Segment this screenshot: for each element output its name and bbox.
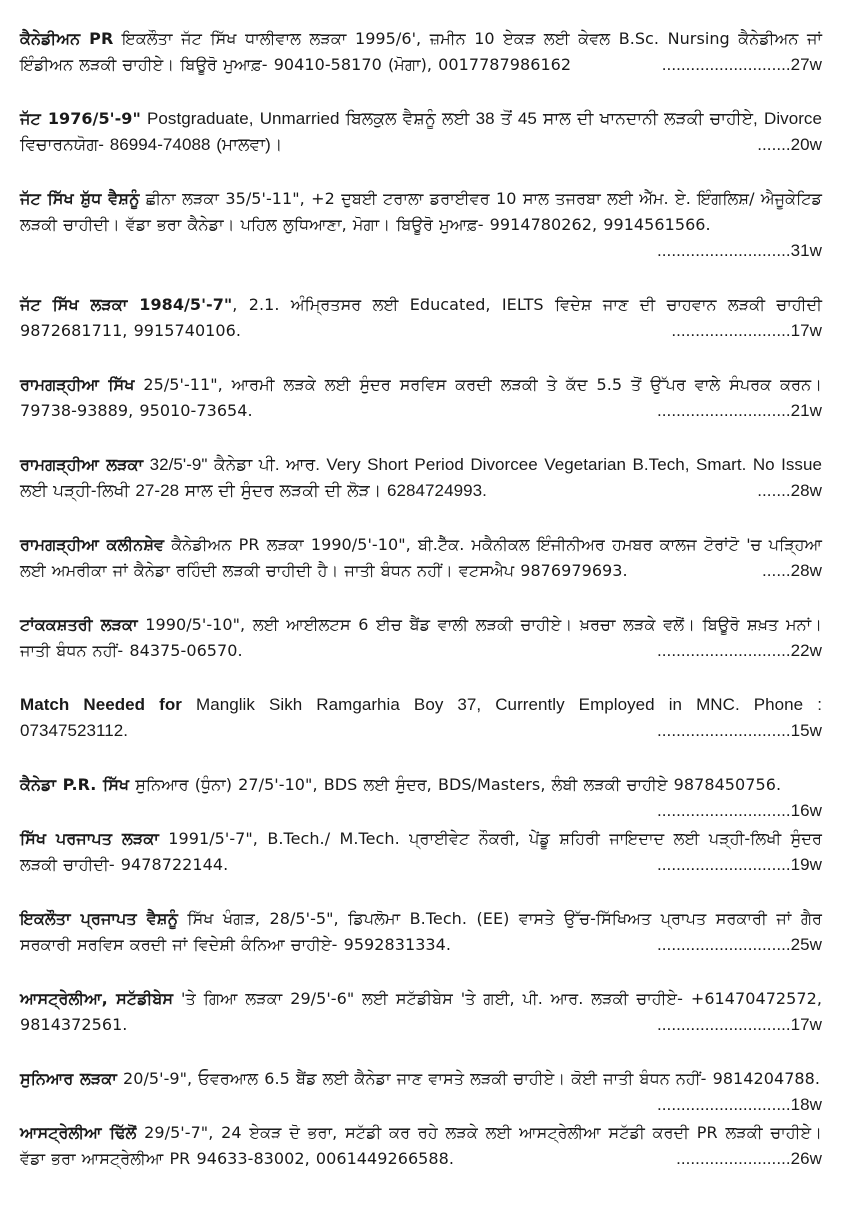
ad-text: 25/5'-11", ਆਰਮੀ ਲੜਕੇ ਲਈ ਸੁੰਦਰ ਸਰਵਿਸ ਕਰਦੀ ਲੜਕੀ ਤੇ ਕੱਦ 5.5 ਤੋਂ ਉੱਪਰ ਵਾਲੇ ਸੰਪਰਕ ਕਰਨ। 79738-93889, 95010-73654.: [20, 375, 822, 420]
ad-word-count: ........................26w: [676, 1149, 822, 1168]
ad-word-count: ......28w: [762, 561, 822, 580]
ad-text: ਸਿੱਖ ਖੰਗੜ, 28/5'-5", ਡਿਪਲੋਮਾ B.Tech. (EE) ਵਾਸਤੇ ਉੱਚ-ਸਿੱਖਿਅਤ ਪ੍ਰਾਪਤ ਸਰਕਾਰੀ ਜਾਂ ਗੈਰ ਸਰਕਾਰੀ ਸਰਵਿਸ ਕਰਦੀ ਜਾਂ ਵਿਦੇਸ਼ੀ ਕੰਨਿਆ ਚਾਹੀਏ- 9592831334.: [20, 909, 822, 954]
ad-item: [20, 826, 822, 878]
ad-word-count: .........................17w: [671, 321, 822, 340]
ad-heading: ਕੈਨੇਡੀਅਨ PR: [20, 29, 114, 48]
ad-text: 32/5'-9" ਕੈਨੇਡਾ ਪੀ. ਆਰ. Very Short Period Divorcee Vegetarian B.Tech, Smart. No Issue ਲਈ ਪੜ੍ਹੀ-ਲਿਖੀ 27-28 ਸਾਲ ਦੀ ਸੁੰਦਰ ਲੜਕੀ ਦੀ ਲੋੜ। 6284724993.: [20, 455, 822, 500]
ad-heading: Match Needed for: [20, 695, 182, 714]
ad-heading: ਜੱਟ ਸਿੱਖ ਸ਼ੁੱਧ ਵੈਸ਼ਨੂੰ: [20, 189, 140, 208]
ad-word-count: ............................22w: [657, 641, 822, 660]
ad-word-count: .......28w: [757, 481, 822, 500]
ad-word-count: ............................25w: [657, 935, 822, 954]
ad-text: , 2.1. ਅੰਮ੍ਰਿਤਸਰ ਲਈ Educated, IELTS ਵਿਦੇਸ਼ ਜਾਣ ਦੀ ਚਾਹਵਾਨ ਲੜਕੀ ਚਾਹੀਦੀ 9872681711, 9915740106.: [20, 295, 822, 340]
ad-heading: ਆਸਟ੍ਰੇਲੀਆ, ਸਟੱਡੀਬੇਸ: [20, 989, 174, 1008]
ad-text: 1990/5'-10", ਲਈ ਆਈਲਟਸ 6 ਈਚ ਬੈਂਡ ਵਾਲੀ ਲੜਕੀ ਚਾਹੀਏ। ਖ਼ਰਚਾ ਲੜਕੇ ਵਲੋਂ। ਬਿਊਰੋ ਸ਼ਖ਼ਤ ਮਨਾਂ। ਜਾਤੀ ਬੰਧਨ ਨਹੀਂ- 84375-06570.: [20, 615, 823, 660]
ad-heading: ਜੱਟ 1976/5'-9": [20, 109, 141, 128]
ad-item: [20, 372, 822, 424]
ad-text: ਇਕਲੌਤਾ ਜੱਟ ਸਿੱਖ ਧਾਲੀਵਾਲ ਲੜਕਾ 1995/6', ਜ਼ਮੀਨ 10 ਏਕੜ ਲਈ ਕੇਵਲ B.Sc. Nursing ਕੈਨੇਡੀਅਨ ਜਾਂ ਇੰਡੀਅਨ ਲੜਕੀ ਚਾਹੀਏ। ਬਿਊਰੋ ਮੁਆਫ਼- 90410-58170 (ਮੋਗਾ), 0017787986162: [20, 29, 822, 74]
ad-heading: ਟਾਂਕਕਸ਼ਤਰੀ ਲੜਕਾ: [20, 615, 138, 634]
ad-item: [20, 106, 822, 158]
ad-item: [20, 26, 822, 78]
ad-item: [20, 772, 822, 820]
ad-item: [20, 906, 822, 958]
ad-item: [20, 1066, 822, 1114]
ad-word-count: ............................21w: [657, 401, 822, 420]
ad-item: [20, 186, 822, 264]
ad-word-count: ............................31w: [657, 241, 822, 260]
ad-item: [20, 1120, 822, 1172]
ad-word-count: ...........................27w: [661, 55, 822, 74]
ad-item: [20, 692, 822, 744]
ad-word-count: .......20w: [757, 135, 822, 154]
ad-text: ਛੀਨਾ ਲੜਕਾ 35/5'-11", +2 ਦੁਬਈ ਟਰਾਲਾ ਡਰਾਈਵਰ 10 ਸਾਲ ਤਜਰਬਾ ਲਈ ਐੱਮ. ਏ. ਇੰਗਲਿਸ਼/ ਐਜੂਕੇਟਿਡ ਲੜਕੀ ਚਾਹੀਦੀ। ਵੱਡਾ ਭਰਾ ਕੈਨੇਡਾ। ਪਹਿਲ ਲੁਧਿਆਣਾ, ਮੋਗਾ। ਬਿਊਰੋ ਮੁਆਫ਼- 9914780262, 9914561566.: [20, 189, 823, 234]
ad-item: [20, 292, 822, 344]
ad-item: [20, 986, 822, 1038]
ad-text: 29/5'-7", 24 ਏਕੜ ਦੋ ਭਰਾ, ਸਟੱਡੀ ਕਰ ਰਹੇ ਲੜਕੇ ਲਈ ਆਸਟ੍ਰੇਲੀਆ ਸਟੱਡੀ ਕਰਦੀ PR ਲੜਕੀ ਚਾਹੀਏ। ਵੱਡਾ ਭਰਾ ਆਸਟ੍ਰੇਲੀਆ PR 94633-83002, 0061449266588.: [20, 1123, 822, 1168]
ad-text: 'ਤੇ ਗਿਆ ਲੜਕਾ 29/5'-6" ਲਈ ਸਟੱਡੀਬੇਸ 'ਤੇ ਗਈ, ਪੀ. ਆਰ. ਲੜਕੀ ਚਾਹੀਏ- +61470472572, 9814372561.: [20, 989, 822, 1034]
ad-heading: ਸੁਨਿਆਰ ਲੜਕਾ: [20, 1069, 117, 1088]
ad-word-count: ............................17w: [657, 1015, 822, 1034]
ad-text: ਕੈਨੇਡੀਅਨ PR ਲੜਕਾ 1990/5'-10", ਬੀ.ਟੈੱਕ. ਮਕੈਨੀਕਲ ਇੰਜੀਨੀਅਰ ਹਮਬਰ ਕਾਲਜ ਟੋਰਾਂਟੋ 'ਚ ਪੜ੍ਹਿਆ ਲਈ ਅਮਰੀਕਾ ਜਾਂ ਕੈਨੇਡਾ ਰਹਿੰਦੀ ਲੜਕੀ ਚਾਹੀਦੀ ਹੈ। ਜਾਤੀ ਬੰਧਨ ਨਹੀਂ। ਵਟਸਐਪ 9876979693.: [20, 535, 822, 580]
ad-heading: ਜੱਟ ਸਿੱਖ ਲੜਕਾ 1984/5'-7": [20, 295, 233, 314]
ad-text: 1991/5'-7", B.Tech./ M.Tech. ਪ੍ਰਾਈਵੇਟ ਨੌਕਰੀ, ਪੇਂਡੂ ਸ਼ਹਿਰੀ ਜਾਇਦਾਦ ਲਈ ਪੜ੍ਹੀ-ਲਿਖੀ ਸੁੰਦਰ ਲੜਕੀ ਚਾਹੀਦੀ- 9478722144.: [20, 829, 822, 874]
ad-heading: ਰਾਮਗੜ੍ਹੀਆ ਕਲੀਨਸ਼ੇਵ: [20, 535, 165, 554]
ad-item: [20, 612, 822, 664]
ad-heading: ਸਿੱਖ ਪਰਜਾਪਤ ਲੜਕਾ: [20, 829, 159, 848]
ad-text: ਸੁਨਿਆਰ (ਧੁੰਨਾ) 27/5'-10", BDS ਲਈ ਸੁੰਦਰ, BDS/Masters, ਲੰਬੀ ਲੜਕੀ ਚਾਹੀਏ 9878450756.: [129, 775, 782, 794]
ad-word-count: ............................19w: [657, 855, 822, 874]
ad-item: [20, 452, 822, 504]
ad-text: Manglik Sikh Ramgarhia Boy 37, Currently Employed in MNC. Phone : 07347523112.: [20, 695, 822, 740]
ad-text: Postgraduate, Unmarried ਬਿਲਕੁਲ ਵੈਸ਼ਨੂੰ ਲਈ 38 ਤੋਂ 45 ਸਾਲ ਦੀ ਖਾਨਦਾਨੀ ਲੜਕੀ ਚਾਹੀਏ, Divorce ਵਿਚਾਰਨਯੋਗ- 86994-74088 (ਮਾਲਵਾ)।: [20, 109, 822, 154]
ad-heading: ਕੈਨੇਡਾ P.R. ਸਿੱਖ: [20, 775, 130, 794]
ad-heading: ਰਾਮਗੜ੍ਹੀਆ ਸਿੱਖ: [20, 375, 135, 394]
ad-word-count: ............................15w: [657, 721, 822, 740]
ad-heading: ਰਾਮਗੜ੍ਹੀਆ ਲੜਕਾ: [20, 455, 144, 474]
ad-item: [20, 532, 822, 584]
ad-word-count: ............................18w: [657, 1095, 822, 1114]
ad-heading: ਇਕਲੌਤਾ ਪ੍ਰਜਾਪਤ ਵੈਸ਼ਨੂੰ: [20, 909, 178, 928]
ad-word-count: ............................16w: [657, 801, 822, 820]
ad-text: 20/5'-9", ਓਵਰਆਲ 6.5 ਬੈਂਡ ਲਈ ਕੈਨੇਡਾ ਜਾਣ ਵਾਸਤੇ ਲੜਕੀ ਚਾਹੀਏ। ਕੋਈ ਜਾਤੀ ਬੰਧਨ ਨਹੀਂ- 9814204788.: [116, 1069, 821, 1088]
ad-heading: ਆਸਟ੍ਰੇਲੀਆ ਢਿੱਲੋਂ: [20, 1123, 137, 1142]
